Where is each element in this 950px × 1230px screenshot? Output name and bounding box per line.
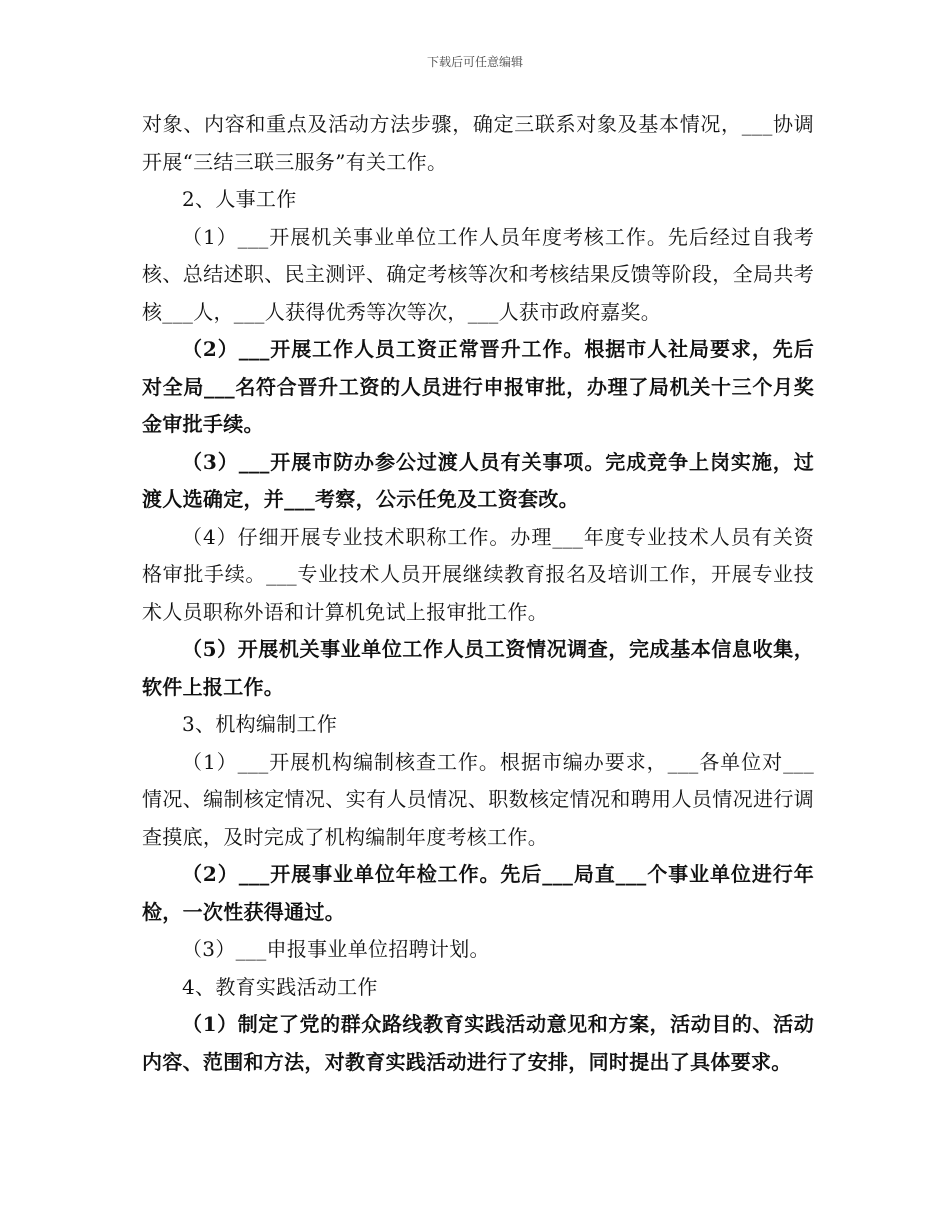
paragraph-salary-promotion: （2）___开展工作人员工资正常晋升工作。根据市人社局要求，先后对全局___名符合晋升工资的人员进行申报审批，办理了局机关十三个月奖金审批手续。	[142, 337, 814, 436]
paragraph-salary-survey: （5）开展机关事业单位工作人员工资情况调查，完成基本信息收集，软件上报工作。	[142, 637, 814, 699]
section-heading-education-practice: 4、教育实践活动工作	[182, 974, 378, 999]
section-heading-organization: 3、机构编制工作	[182, 712, 338, 736]
paragraph-staffing-check: （1）___开展机构编制核查工作。根据市编办要求，___各单位对___情况、编制核定情况、实有人员情况、职数核定情况和聘用人员情况进行调查摸底，及时完成了机构编制年度考核工作。	[142, 749, 814, 849]
page-header: 下载后可任意编辑	[426, 55, 523, 69]
paragraph-transition-staff: （3）___开展市防办参公过渡人员有关事项。完成竞争上岗实施，过渡人选确定，并___考察，公示任免及工资套改。	[142, 449, 814, 511]
section-heading-personnel: 2、人事工作	[182, 187, 297, 211]
paragraph-annual-assessment: （1）___开展机关事业单位工作人员年度考核工作。先后经过自我考核、总结述职、民主测评、确定考核等次和考核结果反馈等阶段，全局共考核___人，___人获得优秀等次等次，___人获市政府嘉奖。	[142, 224, 814, 324]
document-body	[142, 106, 814, 1081]
paragraph-professional-titles: （4）仔细开展专业技术职称工作。办理___年度专业技术人员有关资格审批手续。___专业技术人员开展继续教育报名及培训工作，开展专业技术人员职称外语和计算机免试上报审批工作。	[142, 524, 814, 624]
paragraph-education-plan: （1）制定了党的群众路线教育实践活动意见和方案，活动目的、活动内容、范围和方法，对教育实践活动进行了安排，同时提出了具体要求。	[142, 1012, 814, 1074]
paragraph-continuation: 对象、内容和重点及活动方法步骤，确定三联系对象及基本情况，___协调开展“三结三联三服务”有关工作。	[142, 112, 814, 174]
paragraph-recruitment-plan: （3）___申报事业单位招聘计划。	[182, 937, 490, 961]
paragraph-annual-inspection: （2）___开展事业单位年检工作。先后___局直___个事业单位进行年检，一次性获得通过。	[142, 862, 814, 924]
